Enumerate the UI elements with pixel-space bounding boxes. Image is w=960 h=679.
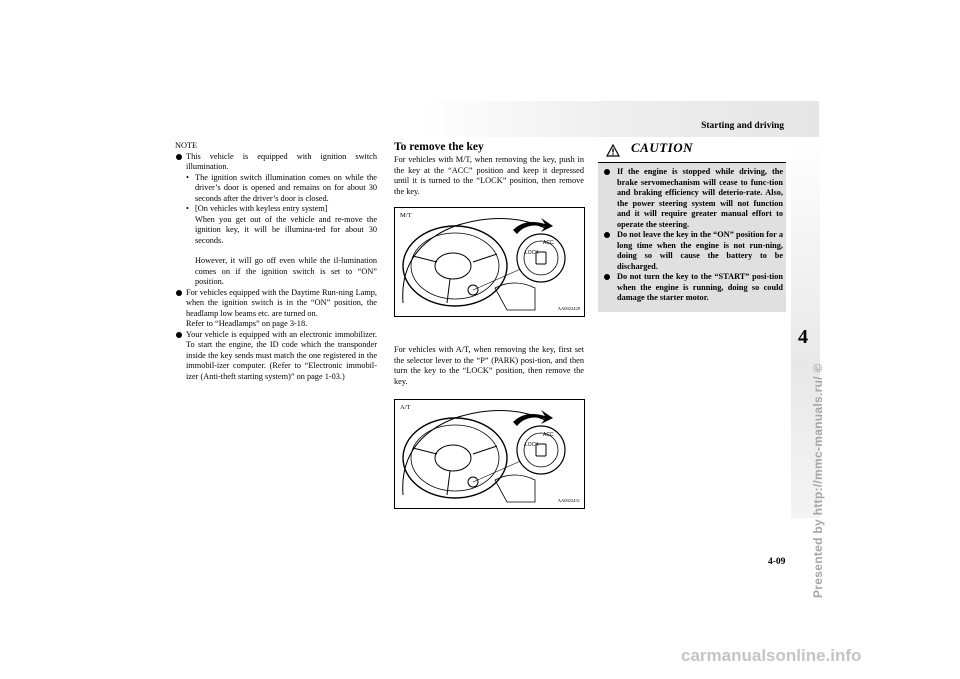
caution-column: [598, 140, 786, 312]
figure-mt: [394, 207, 585, 317]
note-bullet-2: [175, 288, 377, 330]
caution-box: [598, 140, 786, 312]
caution-item-1: [598, 167, 786, 230]
note-bullet-3: [175, 330, 377, 383]
section-header: Starting and driving: [701, 121, 784, 131]
caution-item-3-text: Do not turn the key to the “START” posi-tion when the engine is running, doing so could damage the starter motor.: [617, 272, 783, 302]
left-column: [175, 141, 377, 382]
figure-mt-label: M/T: [400, 212, 412, 219]
svg-text:LOCK: LOCK: [525, 250, 539, 256]
ignition-illustration-icon: [395, 400, 584, 508]
caution-item-1-text: If the engine is stopped while driving, the brake servomechanism will cease to func-tion and braking efficiency will deterio-rate. Also, the power steering system will not function and it will require greater manual effort to operate the steering.: [617, 167, 783, 229]
caution-title: CAUTION: [631, 140, 694, 155]
note-bullet-1-text: This vehicle is equipped with ignition switch illumination.: [186, 151, 377, 171]
header-band: [418, 101, 819, 137]
svg-text:ACC: ACC: [543, 432, 554, 438]
note-subitem-2-text: When you get out of the vehicle and re-move the ignition key, it will be illumina-ted for about 30 seconds.: [195, 214, 377, 245]
middle-column: [394, 141, 584, 519]
footer-watermark: carmanualsonline.info: [681, 646, 862, 665]
figure-at-code: AA0023431: [557, 497, 580, 503]
spacer: [394, 327, 584, 345]
dot-icon: •: [186, 172, 189, 182]
mt-paragraph: For vehicles with M/T, when removing the key, push in the key at the “ACC” position and keep it depressed until it is turned to the “LOCK” position, then remove the key.: [394, 155, 584, 196]
dot-icon: •: [186, 204, 189, 213]
note-subitem-2-heading: [On vehicles with keyless entry system]: [195, 204, 328, 213]
chapter-number: 4: [798, 326, 808, 348]
note-bullet-3-text: Your vehicle is equipped with an electronic immobilizer. To start the engine, the ID code which the transponder inside the key sends must match the one registered in the immobil-izer computer. (Refer to “Electronic immobil-izer (Anti-theft starting system)” on page 1-03.): [186, 329, 377, 381]
note-subitem-1-text: The ignition switch illumination comes on while the driver’s door is opened and remains on for about 30 seconds after the driver’s door is closed.: [195, 172, 377, 203]
warning-triangle-icon: [606, 144, 620, 157]
note-bullet-1: [175, 152, 377, 288]
figure-at-label: A/T: [400, 404, 411, 411]
note-bullet-2-text: For vehicles equipped with the Daytime Run-ning Lamp, when the ignition switch is in the “ON” position, the headlamp low beams etc. are turned on.: [186, 287, 377, 318]
at-paragraph: For vehicles with A/T, when removing the key, first set the selector lever to the “P” (PARK) posi-tion, and then turn the key to the “LOCK” position, then remove the key.: [394, 345, 584, 386]
caution-header: [598, 140, 786, 163]
bullet-icon: [604, 232, 610, 238]
bullet-icon: [604, 274, 610, 280]
note-subitem-2-extra: However, it will go off even while the il-lumination comes on if the ignition switch is set to “ON” position.: [195, 256, 377, 286]
bullet-icon: [176, 332, 182, 338]
note-bullet-2-ref: Refer to “Headlamps” on page 3-18.: [186, 319, 308, 328]
vertical-watermark: Presented by http://mmc-manuals.ru/ ©: [811, 363, 825, 598]
spacer: [195, 246, 377, 256]
svg-text:ACC: ACC: [543, 240, 554, 246]
section-title: To remove the key: [394, 141, 484, 153]
figure-at: [394, 399, 585, 509]
caution-item-2-text: Do not leave the key in the “ON” position for a long time when the engine is not run-ning, doing so will cause the battery to be discharged.: [617, 230, 783, 271]
bullet-icon: [176, 154, 182, 160]
figure-mt-code: AA0023428: [557, 305, 580, 311]
note-subitem-1: [175, 173, 377, 205]
note-subitem-2: [175, 204, 377, 288]
svg-text:LOCK: LOCK: [525, 442, 539, 448]
caution-item-2: [598, 230, 786, 272]
caution-item-3: [598, 272, 786, 304]
bullet-icon: [604, 169, 610, 175]
ignition-illustration-icon: [395, 208, 584, 316]
bullet-icon: [176, 290, 182, 296]
note-heading: NOTE: [175, 141, 198, 150]
page-number: 4-09: [768, 557, 786, 567]
